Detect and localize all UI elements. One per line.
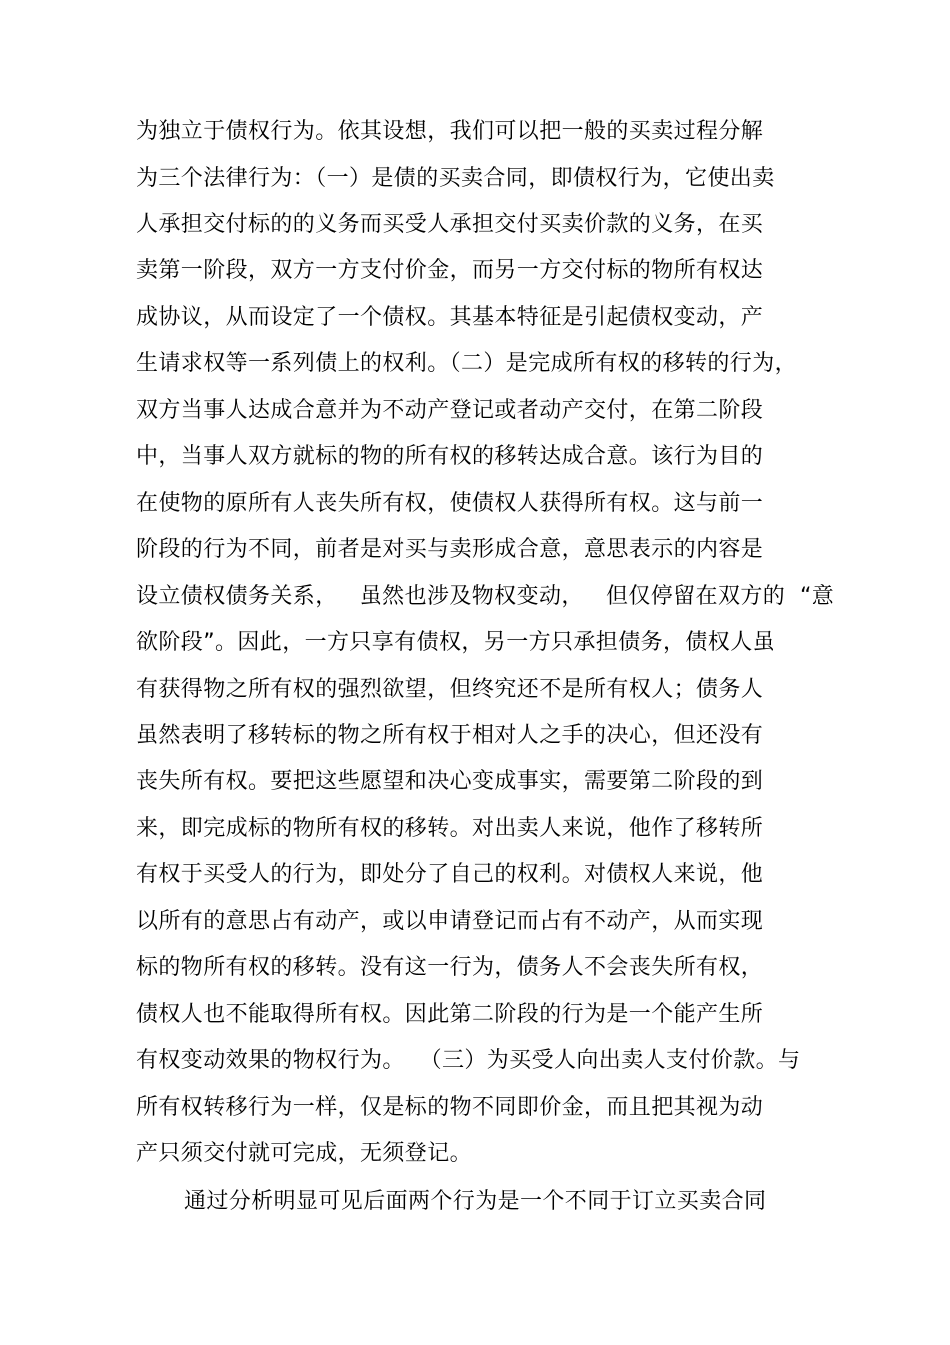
text-line-3: 人承担交付标的的义务而买受人承担交付买卖价款的义务，在买 [136, 212, 764, 237]
text-line-2: 为三个法律行为：（一）是债的买卖合同，即债权行为，它使出卖 [136, 166, 775, 191]
text-line-15: 丧失所有权。要把这些愿望和决心变成事实，需要第二阶段的到 [136, 769, 764, 794]
text-line-7: 双方当事人达成合意并为不动产登记或者动产交付，在第二阶段 [136, 398, 764, 423]
text-line-5: 成协议，从而设定了一个债权。其基本特征是引起债权变动，产 [136, 305, 764, 330]
text-line-10: 阶段的行为不同，前者是对买与卖形成合意，意思表示的内容是 [136, 537, 764, 562]
text-line-22: 所有权转移行为一样，仅是标的物不同即价金，而且把其视为动 [136, 1095, 764, 1120]
text-line-18: 以所有的意思占有动产，或以申请登记而占有不动产，从而实现 [136, 909, 764, 934]
text-line-12: 欲阶段”。因此，一方只享有债权，另一方只承担债务，债权人虽 [136, 630, 775, 655]
text-line-24: 通过分析明显可见后面两个行为是一个不同于订立买卖合同 [184, 1189, 767, 1214]
text-line-20: 债权人也不能取得所有权。因此第二阶段的行为是一个能产生所 [136, 1002, 764, 1027]
text-line-21: 有权变动效果的物权行为。 （三）为买受人向出卖人支付价款。与 [136, 1048, 801, 1073]
text-line-13: 有获得物之所有权的强烈欲望，但终究还不是所有权人；债务人 [136, 677, 764, 702]
text-line-23: 产只须交付就可完成，无须登记。 [136, 1141, 473, 1166]
text-line-8: 中，当事人双方就标的物的所有权的移转达成合意。该行为目的 [136, 444, 764, 469]
text-line-9: 在使物的原所有人丧失所有权，使债权人获得所有权。这与前一 [136, 491, 764, 516]
text-line-19: 标的物所有权的移转。没有这一行为，债务人不会丧失所有权， [136, 955, 764, 980]
text-line-17: 有权于买受人的行为，即处分了自己的权利。对债权人来说，他 [136, 862, 764, 887]
text-line-16: 来，即完成标的物所有权的移转。对出卖人来说，他作了移转所 [136, 816, 764, 841]
text-line-11: 设立债权债务关系， 虽然也涉及物权变动， 但仅停留在双方的 “意 [136, 584, 835, 609]
text-line-14: 虽然表明了移转标的物之所有权于相对人之手的决心，但还没有 [136, 723, 764, 748]
text-line-1: 为独立于债权行为。依其设想，我们可以把一般的买卖过程分解 [136, 119, 764, 144]
text-line-6: 生请求权等一系列债上的权利。（二）是完成所有权的移转的行为， [136, 351, 798, 376]
text-line-4: 卖第一阶段，双方一方支付价金，而另一方交付标的物所有权达 [136, 258, 764, 283]
